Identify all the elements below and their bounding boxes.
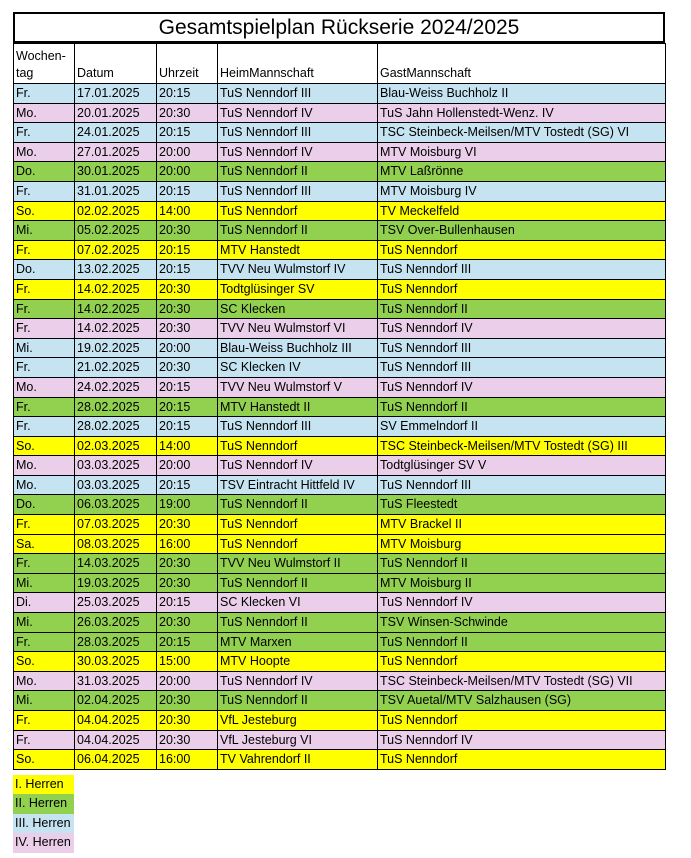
- weekday-cell: Mi.: [14, 573, 75, 593]
- table-row: [14, 652, 666, 672]
- time-cell: 20:00: [157, 338, 218, 358]
- home-team-cell: MTV Marxen: [218, 632, 378, 652]
- table-row: [14, 162, 666, 182]
- weekday-cell: Fr.: [14, 632, 75, 652]
- weekday-cell: Fr.: [14, 515, 75, 535]
- guest-team-cell: TuS Fleestedt: [378, 495, 666, 515]
- weekday-cell: Mi.: [14, 338, 75, 358]
- time-cell: 20:30: [157, 730, 218, 750]
- guest-team-cell: Todtglüsinger SV V: [378, 456, 666, 476]
- guest-team-cell: MTV Brackel II: [378, 515, 666, 535]
- table-row: [14, 142, 666, 162]
- weekday-cell: Do.: [14, 260, 75, 280]
- home-team-cell: TuS Nenndorf IV: [218, 103, 378, 123]
- home-team-cell: TVV Neu Wulmstorf VI: [218, 319, 378, 339]
- date-cell: 13.02.2025: [75, 260, 157, 280]
- date-cell: 07.02.2025: [75, 240, 157, 260]
- home-team-cell: TuS Nenndorf II: [218, 613, 378, 633]
- guest-team-cell: TSV Over-Bullenhausen: [378, 221, 666, 241]
- time-cell: 16:00: [157, 750, 218, 770]
- weekday-cell: Mo.: [14, 475, 75, 495]
- home-team-cell: MTV Hanstedt II: [218, 397, 378, 417]
- weekday-cell: Fr.: [14, 711, 75, 731]
- header-guest-team: GastMannschaft: [378, 44, 666, 84]
- guest-team-cell: MTV Moisburg: [378, 534, 666, 554]
- weekday-cell: Fr.: [14, 417, 75, 437]
- home-team-cell: TuS Nenndorf: [218, 515, 378, 535]
- page-title: Gesamtspielplan Rückserie 2024/2025: [13, 12, 665, 43]
- guest-team-cell: TV Meckelfeld: [378, 201, 666, 221]
- table-row: [14, 750, 666, 770]
- date-cell: 17.01.2025: [75, 84, 157, 104]
- home-team-cell: TuS Nenndorf II: [218, 691, 378, 711]
- weekday-cell: So.: [14, 652, 75, 672]
- weekday-cell: Fr.: [14, 123, 75, 143]
- table-row: [14, 671, 666, 691]
- time-cell: 20:30: [157, 554, 218, 574]
- date-cell: 27.01.2025: [75, 142, 157, 162]
- guest-team-cell: TuS Nenndorf: [378, 711, 666, 731]
- date-cell: 24.02.2025: [75, 377, 157, 397]
- guest-team-cell: TuS Nenndorf: [378, 240, 666, 260]
- table-row: [14, 240, 666, 260]
- time-cell: 14:00: [157, 436, 218, 456]
- weekday-cell: Fr.: [14, 240, 75, 260]
- guest-team-cell: TSC Steinbeck-Meilsen/MTV Tostedt (SG) VI: [378, 123, 666, 143]
- date-cell: 28.02.2025: [75, 417, 157, 437]
- guest-team-cell: TuS Nenndorf IV: [378, 730, 666, 750]
- weekday-cell: So.: [14, 436, 75, 456]
- guest-team-cell: TuS Nenndorf III: [378, 338, 666, 358]
- date-cell: 08.03.2025: [75, 534, 157, 554]
- guest-team-cell: TSC Steinbeck-Meilsen/MTV Tostedt (SG) VII: [378, 671, 666, 691]
- header-weekday: Wochen-tag: [14, 44, 75, 84]
- guest-team-cell: TuS Nenndorf II: [378, 632, 666, 652]
- time-cell: 20:30: [157, 613, 218, 633]
- time-cell: 20:15: [157, 417, 218, 437]
- home-team-cell: VfL Jesteburg VI: [218, 730, 378, 750]
- guest-team-cell: TuS Nenndorf: [378, 279, 666, 299]
- time-cell: 20:30: [157, 103, 218, 123]
- table-row: [14, 436, 666, 456]
- table-row: [14, 319, 666, 339]
- guest-team-cell: TuS Nenndorf II: [378, 299, 666, 319]
- home-team-cell: TuS Nenndorf III: [218, 84, 378, 104]
- weekday-cell: So.: [14, 201, 75, 221]
- date-cell: 02.04.2025: [75, 691, 157, 711]
- home-team-cell: TuS Nenndorf IV: [218, 671, 378, 691]
- home-team-cell: MTV Hoopte: [218, 652, 378, 672]
- guest-team-cell: MTV Moisburg IV: [378, 181, 666, 201]
- date-cell: 28.03.2025: [75, 632, 157, 652]
- date-cell: 21.02.2025: [75, 358, 157, 378]
- weekday-cell: Mo.: [14, 142, 75, 162]
- guest-team-cell: TuS Nenndorf III: [378, 260, 666, 280]
- table-row: [14, 515, 666, 535]
- home-team-cell: VfL Jesteburg: [218, 711, 378, 731]
- date-cell: 25.03.2025: [75, 593, 157, 613]
- time-cell: 20:30: [157, 515, 218, 535]
- time-cell: 20:15: [157, 260, 218, 280]
- table-row: [14, 456, 666, 476]
- weekday-cell: Fr.: [14, 319, 75, 339]
- weekday-cell: Fr.: [14, 358, 75, 378]
- table-row: [14, 573, 666, 593]
- home-team-cell: TuS Nenndorf III: [218, 123, 378, 143]
- date-cell: 28.02.2025: [75, 397, 157, 417]
- table-row: [14, 103, 666, 123]
- table-row: [14, 711, 666, 731]
- date-cell: 31.01.2025: [75, 181, 157, 201]
- guest-team-cell: TSV Winsen-Schwinde: [378, 613, 666, 633]
- home-team-cell: MTV Hanstedt: [218, 240, 378, 260]
- home-team-cell: TuS Nenndorf II: [218, 495, 378, 515]
- time-cell: 20:00: [157, 456, 218, 476]
- home-team-cell: SC Klecken: [218, 299, 378, 319]
- time-cell: 20:15: [157, 123, 218, 143]
- table-row: [14, 475, 666, 495]
- table-row: [14, 123, 666, 143]
- home-team-cell: TuS Nenndorf III: [218, 417, 378, 437]
- weekday-cell: Mo.: [14, 103, 75, 123]
- guest-team-cell: TuS Nenndorf II: [378, 397, 666, 417]
- date-cell: 05.02.2025: [75, 221, 157, 241]
- date-cell: 14.02.2025: [75, 299, 157, 319]
- date-cell: 04.04.2025: [75, 730, 157, 750]
- weekday-cell: Fr.: [14, 181, 75, 201]
- guest-team-cell: TSC Steinbeck-Meilsen/MTV Tostedt (SG) III: [378, 436, 666, 456]
- legend-item: III. Herren: [13, 814, 74, 833]
- weekday-cell: Sa.: [14, 534, 75, 554]
- home-team-cell: TuS Nenndorf III: [218, 181, 378, 201]
- date-cell: 19.03.2025: [75, 573, 157, 593]
- header-home-team: HeimMannschaft: [218, 44, 378, 84]
- time-cell: 20:00: [157, 162, 218, 182]
- home-team-cell: TVV Neu Wulmstorf IV: [218, 260, 378, 280]
- table-row: [14, 495, 666, 515]
- weekday-cell: Fr.: [14, 554, 75, 574]
- table-row: [14, 260, 666, 280]
- date-cell: 06.03.2025: [75, 495, 157, 515]
- table-row: [14, 279, 666, 299]
- date-cell: 14.02.2025: [75, 319, 157, 339]
- table-row: [14, 730, 666, 750]
- home-team-cell: TV Vahrendorf II: [218, 750, 378, 770]
- weekday-cell: Do.: [14, 495, 75, 515]
- table-row: [14, 299, 666, 319]
- team-legend: [13, 775, 74, 853]
- guest-team-cell: SV Emmelndorf II: [378, 417, 666, 437]
- table-row: [14, 632, 666, 652]
- weekday-cell: So.: [14, 750, 75, 770]
- weekday-cell: Do.: [14, 162, 75, 182]
- home-team-cell: SC Klecken IV: [218, 358, 378, 378]
- weekday-cell: Mi.: [14, 691, 75, 711]
- time-cell: 20:30: [157, 299, 218, 319]
- weekday-cell: Mo.: [14, 671, 75, 691]
- table-row: [14, 534, 666, 554]
- guest-team-cell: TuS Nenndorf IV: [378, 377, 666, 397]
- weekday-cell: Mi.: [14, 221, 75, 241]
- guest-team-cell: TuS Nenndorf III: [378, 475, 666, 495]
- table-row: [14, 554, 666, 574]
- date-cell: 03.03.2025: [75, 475, 157, 495]
- time-cell: 20:15: [157, 632, 218, 652]
- home-team-cell: TuS Nenndorf: [218, 201, 378, 221]
- guest-team-cell: TuS Nenndorf III: [378, 358, 666, 378]
- weekday-cell: Mo.: [14, 377, 75, 397]
- schedule-sheet: [13, 12, 665, 770]
- date-cell: 14.03.2025: [75, 554, 157, 574]
- home-team-cell: Todtglüsinger SV: [218, 279, 378, 299]
- date-cell: 26.03.2025: [75, 613, 157, 633]
- time-cell: 15:00: [157, 652, 218, 672]
- date-cell: 02.03.2025: [75, 436, 157, 456]
- home-team-cell: TVV Neu Wulmstorf V: [218, 377, 378, 397]
- weekday-cell: Fr.: [14, 84, 75, 104]
- table-row: [14, 417, 666, 437]
- guest-team-cell: TuS Nenndorf II: [378, 554, 666, 574]
- table-row: [14, 338, 666, 358]
- date-cell: 02.02.2025: [75, 201, 157, 221]
- date-cell: 14.02.2025: [75, 279, 157, 299]
- table-row: [14, 613, 666, 633]
- table-row: [14, 377, 666, 397]
- weekday-cell: Fr.: [14, 299, 75, 319]
- guest-team-cell: MTV Laßrönne: [378, 162, 666, 182]
- time-cell: 20:15: [157, 397, 218, 417]
- time-cell: 20:30: [157, 279, 218, 299]
- legend-item: IV. Herren: [13, 833, 74, 852]
- time-cell: 20:30: [157, 573, 218, 593]
- header-time: Uhrzeit: [157, 44, 218, 84]
- table-row: [14, 593, 666, 613]
- home-team-cell: TuS Nenndorf IV: [218, 142, 378, 162]
- guest-team-cell: TuS Nenndorf IV: [378, 319, 666, 339]
- home-team-cell: TSV Eintracht Hittfeld IV: [218, 475, 378, 495]
- date-cell: 24.01.2025: [75, 123, 157, 143]
- date-cell: 07.03.2025: [75, 515, 157, 535]
- header-date: Datum: [75, 44, 157, 84]
- guest-team-cell: Blau-Weiss Buchholz II: [378, 84, 666, 104]
- weekday-cell: Mo.: [14, 456, 75, 476]
- legend-item: I. Herren: [13, 775, 74, 794]
- weekday-cell: Di.: [14, 593, 75, 613]
- weekday-cell: Mi.: [14, 613, 75, 633]
- table-row: [14, 691, 666, 711]
- time-cell: 14:00: [157, 201, 218, 221]
- time-cell: 19:00: [157, 495, 218, 515]
- guest-team-cell: TuS Nenndorf IV: [378, 593, 666, 613]
- guest-team-cell: MTV Moisburg VI: [378, 142, 666, 162]
- table-row: [14, 181, 666, 201]
- time-cell: 20:15: [157, 475, 218, 495]
- home-team-cell: Blau-Weiss Buchholz III: [218, 338, 378, 358]
- table-row: [14, 358, 666, 378]
- time-cell: 20:15: [157, 181, 218, 201]
- guest-team-cell: TuS Nenndorf: [378, 750, 666, 770]
- home-team-cell: TuS Nenndorf IV: [218, 456, 378, 476]
- time-cell: 20:15: [157, 593, 218, 613]
- time-cell: 20:30: [157, 691, 218, 711]
- weekday-cell: Fr.: [14, 730, 75, 750]
- date-cell: 03.03.2025: [75, 456, 157, 476]
- date-cell: 31.03.2025: [75, 671, 157, 691]
- time-cell: 20:15: [157, 240, 218, 260]
- time-cell: 20:15: [157, 377, 218, 397]
- time-cell: 20:30: [157, 358, 218, 378]
- home-team-cell: TuS Nenndorf II: [218, 221, 378, 241]
- date-cell: 20.01.2025: [75, 103, 157, 123]
- time-cell: 20:30: [157, 319, 218, 339]
- weekday-cell: Fr.: [14, 279, 75, 299]
- table-row: [14, 201, 666, 221]
- home-team-cell: SC Klecken VI: [218, 593, 378, 613]
- guest-team-cell: TuS Jahn Hollenstedt-Wenz. IV: [378, 103, 666, 123]
- header-row: [14, 44, 666, 84]
- time-cell: 16:00: [157, 534, 218, 554]
- home-team-cell: TuS Nenndorf II: [218, 573, 378, 593]
- time-cell: 20:30: [157, 711, 218, 731]
- time-cell: 20:15: [157, 84, 218, 104]
- guest-team-cell: TuS Nenndorf: [378, 652, 666, 672]
- schedule-table: [13, 43, 666, 770]
- time-cell: 20:30: [157, 221, 218, 241]
- weekday-cell: Fr.: [14, 397, 75, 417]
- date-cell: 06.04.2025: [75, 750, 157, 770]
- legend-item: II. Herren: [13, 794, 74, 813]
- time-cell: 20:00: [157, 671, 218, 691]
- date-cell: 19.02.2025: [75, 338, 157, 358]
- home-team-cell: TuS Nenndorf II: [218, 162, 378, 182]
- home-team-cell: TuS Nenndorf: [218, 436, 378, 456]
- date-cell: 30.01.2025: [75, 162, 157, 182]
- home-team-cell: TVV Neu Wulmstorf II: [218, 554, 378, 574]
- table-row: [14, 397, 666, 417]
- date-cell: 30.03.2025: [75, 652, 157, 672]
- guest-team-cell: MTV Moisburg II: [378, 573, 666, 593]
- table-row: [14, 84, 666, 104]
- table-row: [14, 221, 666, 241]
- time-cell: 20:00: [157, 142, 218, 162]
- schedule-body: [14, 84, 666, 770]
- home-team-cell: TuS Nenndorf: [218, 534, 378, 554]
- guest-team-cell: TSV Auetal/MTV Salzhausen (SG): [378, 691, 666, 711]
- date-cell: 04.04.2025: [75, 711, 157, 731]
